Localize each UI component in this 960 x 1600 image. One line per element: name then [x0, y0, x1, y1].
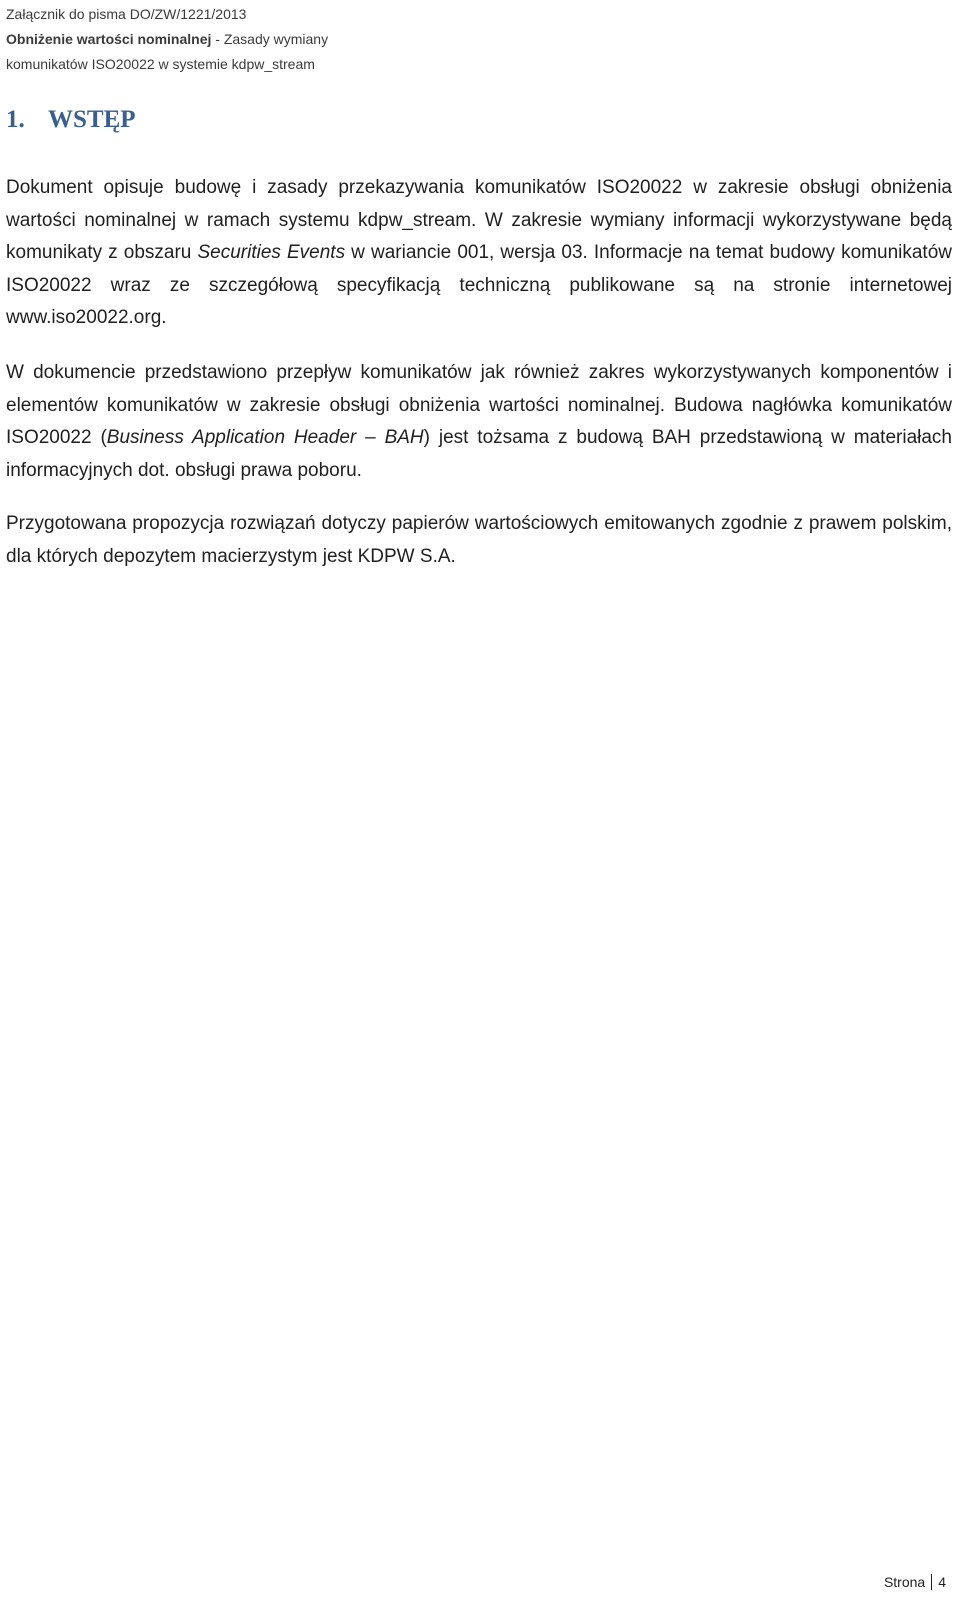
section-number: 1.: [6, 106, 25, 133]
paragraph-intro-text-b: w wariancie 001, wersja 03. Informacje na temat budowy komunikatów ISO20022 wraz ze szczegółową specyfikacją techniczną publikowane są na stronie internetowej www.iso20022.org.: [6, 242, 952, 329]
paragraph-scope-text-a: W dokumencie przedstawiono przepływ komunikatów jak również zakres wykorzystywanych komponentów i elementów komunikatów w zakresie obsługi obniżenia wartości nominalnej. Budowa nagłówka komunikatów ISO20022 (: [6, 362, 952, 449]
page-label: Strona: [883, 1574, 926, 1590]
paragraph-proposal: Przygotowana propozycja rozwiązań dotyczy papierów wartościowych emitowanych zgodnie z prawem polskim, dla których depozytem macierzystym jest KDPW S.A.: [6, 513, 952, 567]
page-separator: [931, 1574, 932, 1590]
header-subject-bold: Obniżenie wartości nominalnej: [6, 31, 212, 47]
section-title: WSTĘP: [48, 106, 136, 133]
paragraph-scope-emphasis-1: Business Application Header: [106, 427, 357, 449]
header-subject-line-2: komunikatów ISO20022 w systemie kdpw_stream: [6, 56, 315, 72]
paragraph-scope-emphasis-2: BAH: [384, 427, 424, 449]
paragraph-scope: [6, 357, 952, 487]
paragraph-intro: [6, 172, 952, 335]
paragraph-scope-dash: –: [356, 427, 385, 449]
header-attachment-line: Załącznik do pisma DO/ZW/1221/2013: [6, 6, 247, 22]
page-footer: [884, 1572, 946, 1592]
paragraph-intro-emphasis: Securities Events: [197, 242, 346, 264]
header-subject-line: [6, 27, 706, 52]
header-subject-rest: - Zasady wymiany: [211, 31, 329, 47]
paragraph-intro-text-a: Dokument opisuje budowę i zasady przekazywania komunikatów ISO20022 w zakresie obsługi obniżenia wartości nominalnej w ramach systemu kdpw_stream. W zakresie wymiany informacji wykorzystywane będą komunikaty z obszaru: [6, 177, 952, 264]
page-header: [6, 2, 706, 77]
paragraph-scope-text-b: ) jest tożsama z budową BAH przedstawioną w materiałach informacyjnych dot. obsługi prawa poboru.: [6, 427, 952, 481]
section-heading: [6, 104, 136, 136]
page-number: 4: [938, 1574, 946, 1590]
